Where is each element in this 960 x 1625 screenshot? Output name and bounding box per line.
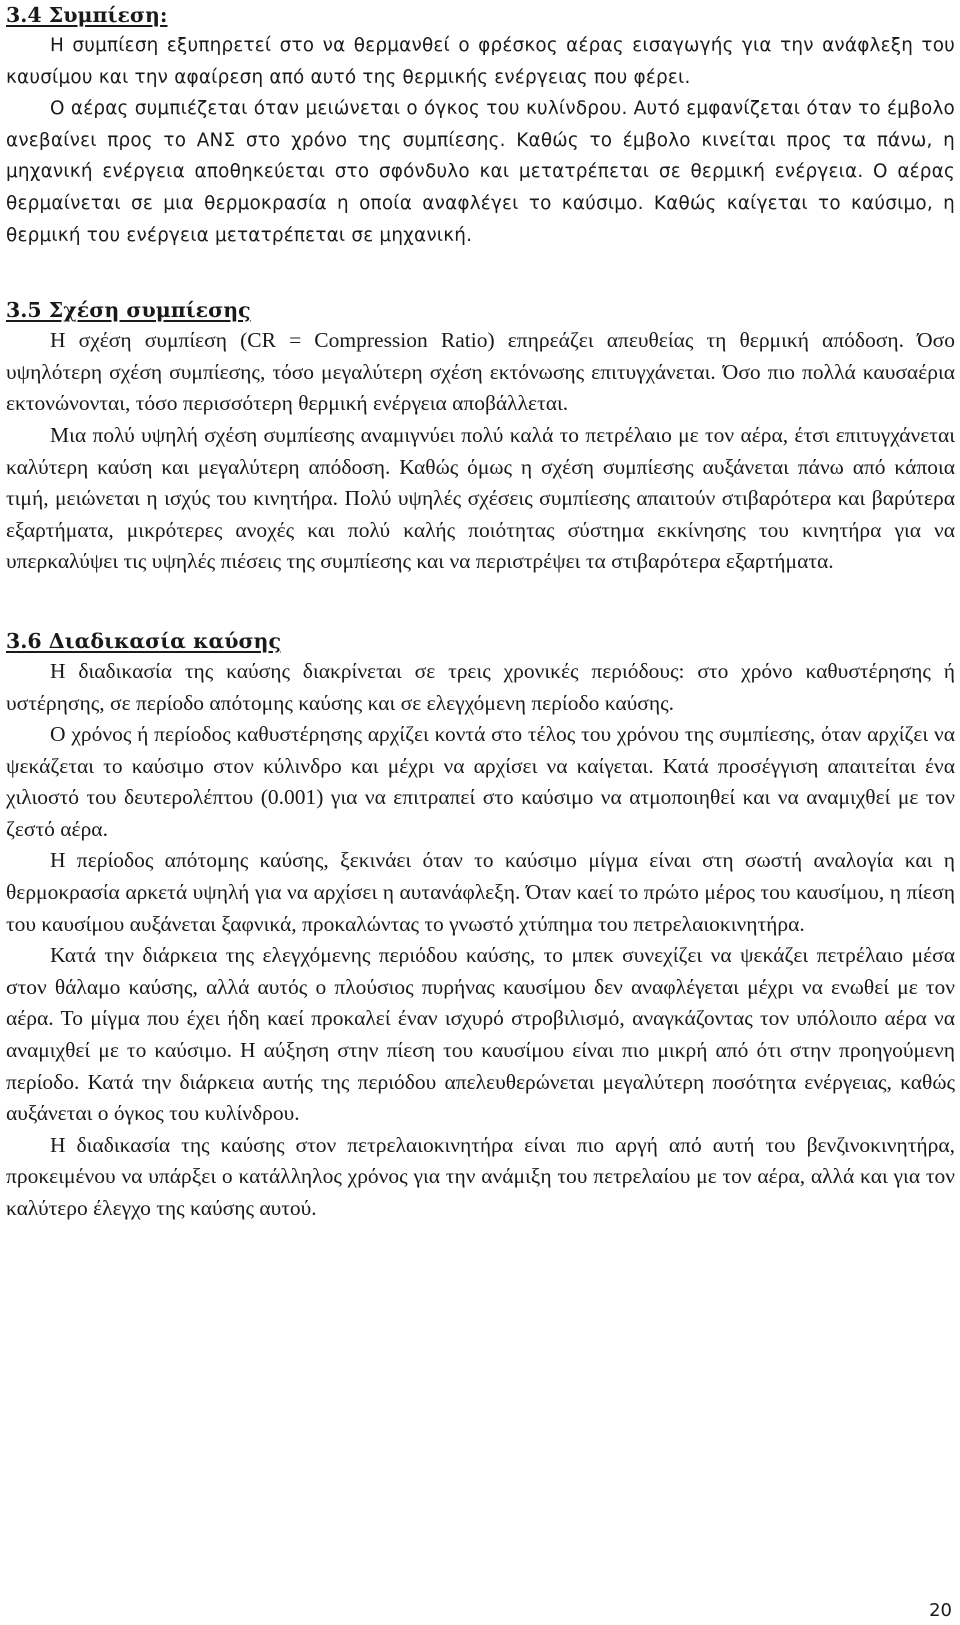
section-spacer — [6, 251, 955, 295]
paragraph: Κατά την διάρκεια της ελεγχόμενης περιόδου καύσης, το μπεκ συνεχίζει να ψεκάζει πετρέλαιο μέσα στον θάλαμο καύσης, αλλά αυτός ο πλούσιος πυρήνας καυσίμου δεν αναφλέγεται μέχρι να ενωθεί με τον αέρα. Το μίγμα που έχει ήδη καεί προκαλεί έναν ισχυρό στροβιλισμό, αναγκάζοντας τον υπόλοιπο αέρα να αναμιχθεί με το καύσιμο. Η αύξηση στην πίεση του καυσίμου είναι πιο μικρή από ότι στην προηγούμενη περίοδο. Κατά την διάρκεια αυτής της περιόδου απελευθερώνεται μεγαλύτερη ποσότητα ενέργειας, καθώς αυξάνεται ο όγκος του κυλίνδρου. — [6, 943, 955, 1126]
paragraph: Η συμπίεση εξυπηρετεί στο να θερμανθεί ο φρέσκος αέρας εισαγωγής για την ανάφλεξη του καυσίμου και την αφαίρεση από αυτό της θερμικής ενέργειας που φέρει. — [6, 35, 955, 88]
paragraph: Ο αέρας συμπιέζεται όταν μειώνεται ο όγκος του κυλίνδρου. Αυτό εμφανίζεται όταν το έμβολο ανεβαίνει προς το ΑΝΣ στο χρόνο της συμπίεσης. Καθώς το έμβολο κινείται προς τα πάνω, η μηχανική ενέργεια αποθηκεύεται στο σφόνδυλο και μετατρέπεται σε θερμική ενέργεια. Ο αέρας θερμαίνεται σε μια θερμοκρασία η οποία αναφλέγει το καύσιμο. Καθώς καίγεται το καύσιμο, η θερμική του ενέργεια μετατρέπεται σε μηχανική. — [6, 98, 955, 246]
section-heading: 3.4 Συμπίεση: — [6, 3, 168, 27]
document-page — [6, 0, 955, 1225]
paragraph: Ο χρόνος ή περίοδος καθυστέρησης αρχίζει κοντά στο τέλος του χρόνου της συμπίεσης, όταν αρχίζει να ψεκάζεται το καύσιμο στον κύλινδρο και μέχρι να αρχίσει να καίγεται. Κατά προσέγγιση απαιτείται ένα χιλιοστό του δευτερολέπτου (0.001) για να επιτραπεί στο καύσιμο να ατμοποιηθεί και να αναμιχθεί με τον ζεστό αέρα. — [6, 722, 955, 841]
paragraph: Η διαδικασία της καύσης στον πετρελαιοκινητήρα είναι πιο αργή από αυτή του βενζινοκινητήρα, προκειμένου να υπάρξει ο κατάλληλος χρόνος για την ανάμιξη του πετρελαίου με τον αέρα, αλλά και για τον καλύτερο έλεγχο της καύσης αυτού. — [6, 1132, 955, 1220]
section-heading: 3.5 Σχέση συμπίεσης — [6, 298, 251, 323]
paragraph: Η περίοδος απότομης καύσης, ξεκινάει όταν το καύσιμο μίγμα είναι στη σωστή αναλογία και η θερμοκρασία αρκετά υψηλή για να αρχίσει η αυτανάφλεξη. Όταν καεί το πρώτο μέρος του καυσίμου, η πίεση του καυσίμου αυξάνεται ξαφνικά, προκαλώντας το γνωστό χτύπημα του πετρελαιοκινητήρα. — [6, 848, 955, 936]
section-combustion-process — [6, 626, 955, 1225]
section-heading: 3.6 Διαδικασία καύσης — [6, 628, 281, 653]
paragraph: Η διαδικασία της καύσης διακρίνεται σε τρεις χρονικές περιόδους: στο χρόνο καθυστέρησης ή υστέρησης, σε περίοδο απότομης καύσης και σε ελεγχόμενη περίοδο καύσης. — [6, 658, 955, 715]
section-compression-ratio — [6, 295, 955, 578]
section-spacer — [6, 578, 955, 626]
section-compression — [6, 0, 955, 251]
paragraph: Η σχέση συμπίεση (CR = Compression Ratio) επηρεάζει απευθείας τη θερμική απόδοση. Όσο υψηλότερη σχέση συμπίεσης, τόσο μεγαλύτερη σχέση εκτόνωσης επιτυγχάνεται. Όσο πιο πολλά καυσαέρια εκτονώνονται, τόσο περισσότερη θερμική ενέργεια αποβάλλεται. — [6, 328, 955, 416]
paragraph: Μια πολύ υψηλή σχέση συμπίεσης αναμιγνύει πολύ καλά το πετρέλαιο με τον αέρα, έτσι επιτυγχάνεται καλύτερη καύση και μεγαλύτερη απόδοση. Καθώς όμως η σχέση συμπίεσης αυξάνεται πάνω από κάποια τιμή, μειώνεται η ισχύς του κινητήρα. Πολύ υψηλές σχέσεις συμπίεσης απαιτούν στιβαρότερα και βαρύτερα εξαρτήματα, μικρότερες ανοχές και πολύ καλής ποιότητας σύστημα εκκίνησης του κινητήρα για να υπερκαλύψει τις υψηλές πιέσεις της συμπίεσης και να περιστρέψει τα στιβαρότερα εξαρτήματα. — [6, 422, 955, 574]
page-number: 20 — [929, 1600, 952, 1621]
